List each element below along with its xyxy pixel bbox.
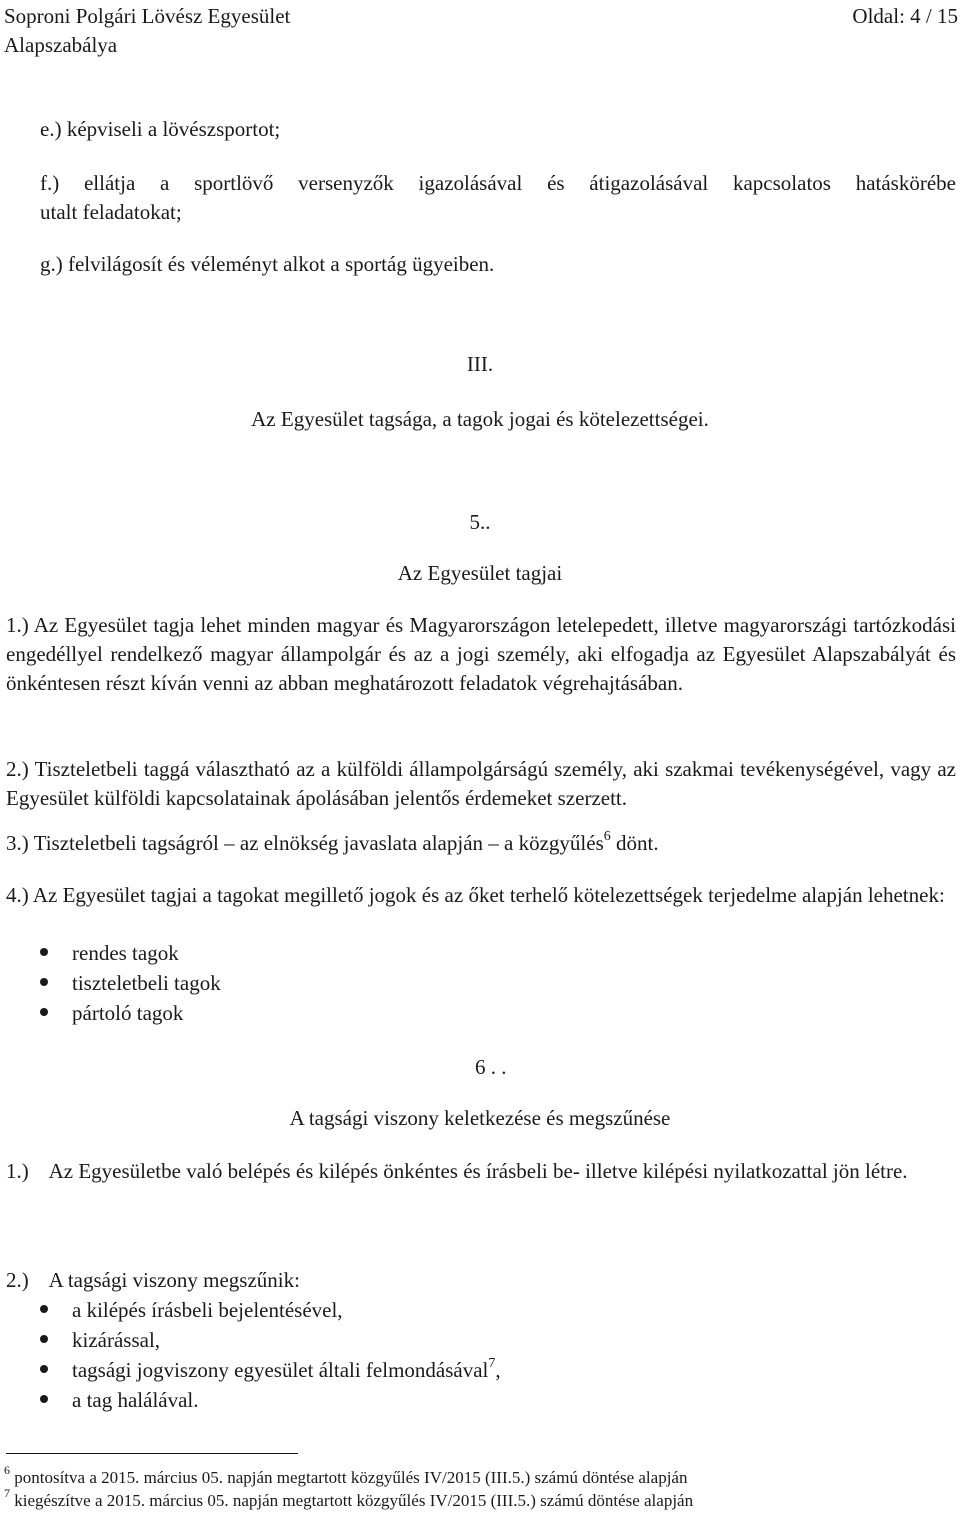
item-f-line1: f.) ellátja a sportlövő versenyzők igazolásával és átigazolásával kapcsolatos hatáskörébe [40,171,956,195]
section-5-title: Az Egyesület tagjai [397,561,563,585]
item-f-line2: utalt feladatokat; [40,200,182,224]
footnote-ref-6[interactable]: 6 [603,829,611,844]
header-org: Soproni Polgári Lövész Egyesület [4,4,291,28]
bullet-icon [40,1008,48,1016]
item-g: g.) felvilágosít és véleményt alkot a sportág ügyeiben. [40,252,495,276]
footnote-7: $^7$ kiegészítve a 2015. március 05. napján megtartott közgyűlés IV/2015 (III.5.) számú döntése alapján [4,1486,694,1510]
footnote-ref-7[interactable]: 7 [488,1356,496,1371]
bullet-icon [40,1335,48,1343]
list-item: tiszteletbeli tagok [40,969,221,998]
list-item: a tag halálával. [40,1386,199,1415]
bullet-icon [40,1305,48,1313]
chapter-title: Az Egyesület tagsága, a tagok jogai és kötelezettségei. [251,407,709,431]
bullet-icon [40,1365,48,1373]
footnote-6: $^6$ pontosítva a 2015. március 05. napján megtartott közgyűlés IV/2015 (III.5.) számú döntése alapján [4,1463,688,1487]
header-doc-title: Alapszabálya [4,33,118,57]
chapter-number: III. [466,352,494,376]
bullet-icon [40,978,48,986]
paragraph-3-text: 3.) Tiszteletbeli tagságról – az elnökség javaslata alapján – a közgyűlés [6,831,604,855]
bullet-icon [40,948,48,956]
section-6-number: 6 . . [475,1055,507,1079]
section-6-paragraph-1: 1.) Az Egyesületbe való belépés és kilépés önkéntes és írásbeli be- illetve kilépési nyilatkozattal jön létre. [6,1159,908,1183]
bullet-icon [40,1395,48,1403]
header-page-number: Oldal: 4 / 15 [852,4,958,28]
section-5-number: 5.. [469,510,491,534]
footnote-divider [6,1453,298,1454]
paragraph-3-end: dönt. [610,831,659,855]
list-item: pártoló tagok [40,999,183,1028]
section-6-paragraph-2: 2.) A tagsági viszony megszűnik: [6,1268,300,1292]
section-5-paragraph-4: 4.) Az Egyesület tagjai a tagokat megillető jogok és az őket terhelő kötelezettségek terjedelme alapján lehetnek: [6,883,945,907]
item-e: e.) képviseli a lövészsportot; [40,117,281,141]
section-5-paragraph-3 [6,829,659,858]
section-6-title: A tagsági viszony keletkezése és megszűnése [289,1106,671,1130]
list-item: kizárással, [40,1326,160,1355]
list-item: a kilépés írásbeli bejelentésével, [40,1296,343,1325]
section-5-paragraph-2: 2.) Tiszteletbeli taggá választható az a külföldi állampolgárságú személy, aki szakmai tevékenységével, vagy az Egyesület külföldi kapcsolatainak ápolásában jelentős érdemeket szerzett. [6,757,956,810]
section-5-paragraph-1: 1.) Az Egyesület tagja lehet minden magyar és Magyarországon letelepedett, illetve magyarországi tartózkodási engedéllyel rendelkező magyar állampolgár és az a jogi személy, aki elfogadja az Egyesület Alapszabályát és önkéntesen részt kíván venni az abban meghatározott feladatok végrehajtásában. [6,613,956,695]
list-item: rendes tagok [40,939,179,968]
list-item: tagsági jogviszony egyesület általi felmondásával$^7$, [40,1356,501,1385]
